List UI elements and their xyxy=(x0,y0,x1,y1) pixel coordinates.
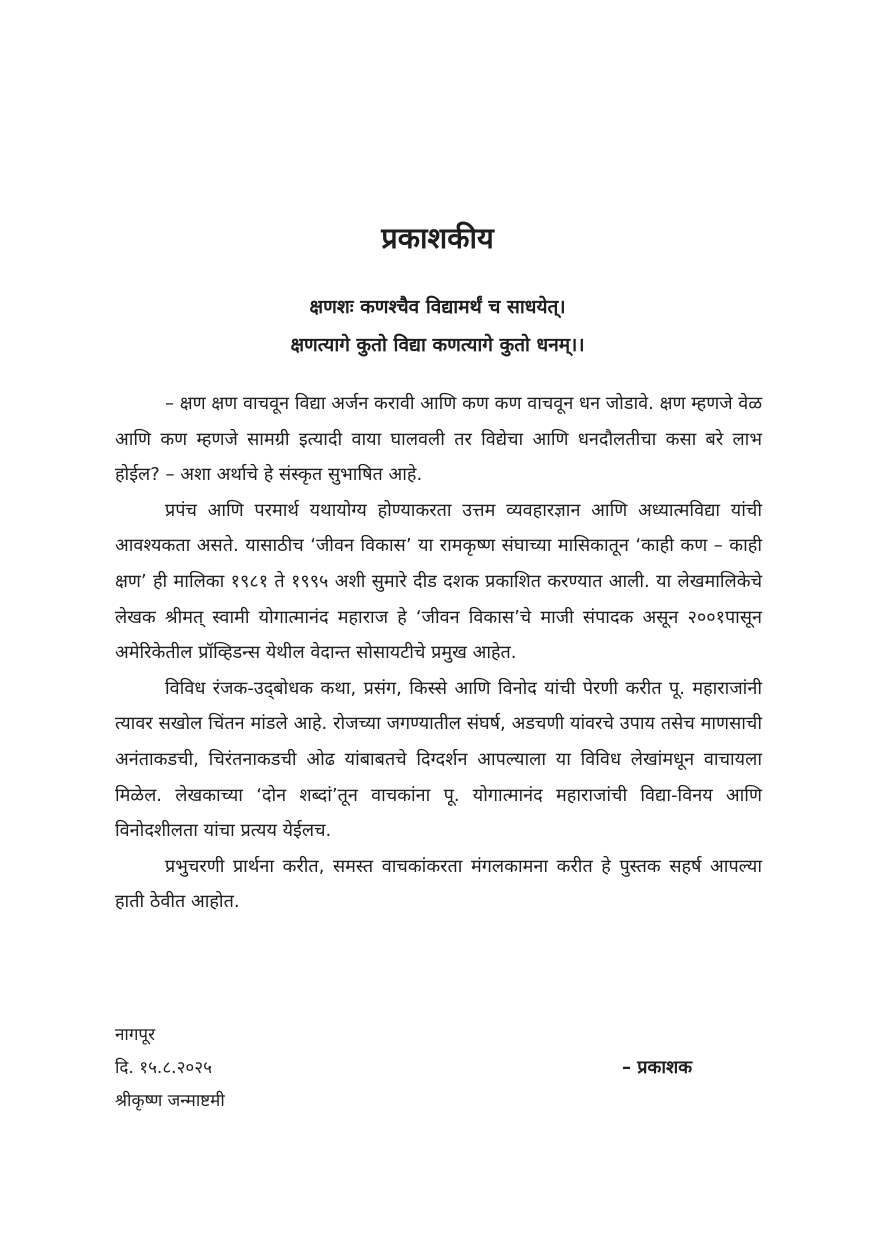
page-title: प्रकाशकीय xyxy=(381,221,494,255)
sanskrit-verse-line-1: क्षणशः कणश्चैव विद्यामर्थं च साधयेत्। xyxy=(309,296,566,318)
paragraph-2: प्रपंच आणि परमार्थ यथायोग्य होण्याकरता उत्तम व्यवहारज्ञान आणि अध्यात्मविद्या यांची आवश्यकता असते. यासाठीच ‘जीवन विकास’ या रामकृष्ण संघाच्या मासिकातून ‘काही कण – काही क्षण’ ही मालिका १९८१ ते १९९५ अशी सुमारे दीड दशक प्रकाशित करण्यात आली. या लेखमालिकेचे लेखक श्रीमत् स्वामी योगात्मानंद महाराज हे ‘जीवन विकास’चे माजी संपादक असून २००१पासून अमेरिकेतील प्रॉव्हिडन्स येथील वेदान्त सोसायटीचे प्रमुख आहेत. xyxy=(115,499,762,664)
signature-occasion: श्रीकृष्ण जन्माष्टमी xyxy=(115,1091,225,1111)
paragraph-1: – क्षण क्षण वाचवून विद्या अर्जन करावी आणि कण कण वाचवून धन जोडावे. क्षण म्हणजे वेळ आणि कण म्हणजे सामग्री इत्यादी वाया घालवली तर विद्येचा आणि धनदौलतीचा कसा बरे लाभ होईल? – अशा अर्थाचे हे संस्कृत सुभाषित आहे. xyxy=(115,393,762,486)
paragraph-3: विविध रंजक-उद्‌बोधक कथा, प्रसंग, किस्से आणि विनोद यांची पेरणी करीत पू. महाराजांनी त्यावर सखोल चिंतन मांडले आहे. रोजच्या जगण्यातील संघर्ष, अडचणी यांवरचे उपाय तसेच माणसाची अनंताकडची, चिरंतनाकडची ओढ यांबाबतचे दिग्दर्शन आपल्याला या विविध लेखांमधून वाचायला मिळेल. लेखकाच्या ‘दोन शब्दां’तून वाचकांना पू. योगात्मानंद महाराजांची विद्या-विनय आणि विनोदशीलता यांचा प्रत्यय येईलच. xyxy=(115,677,762,842)
signature-place: नागपूर xyxy=(115,1025,156,1045)
body-text xyxy=(115,386,762,920)
signature-date: दि. १५.८.२०२५ xyxy=(115,1058,212,1078)
sanskrit-verse-line-2: क्षणत्यागे कुतो विद्या कणत्यागे कुतो धनम्।। xyxy=(290,334,585,356)
paragraph-4: प्रभुचरणी प्रार्थना करीत, समस्त वाचकांकरता मंगलकामना करीत हे पुस्तक सहर्ष आपल्या हाती ठेवीत आहोत. xyxy=(115,855,762,913)
publisher-signature: – प्रकाशक xyxy=(622,1057,693,1078)
